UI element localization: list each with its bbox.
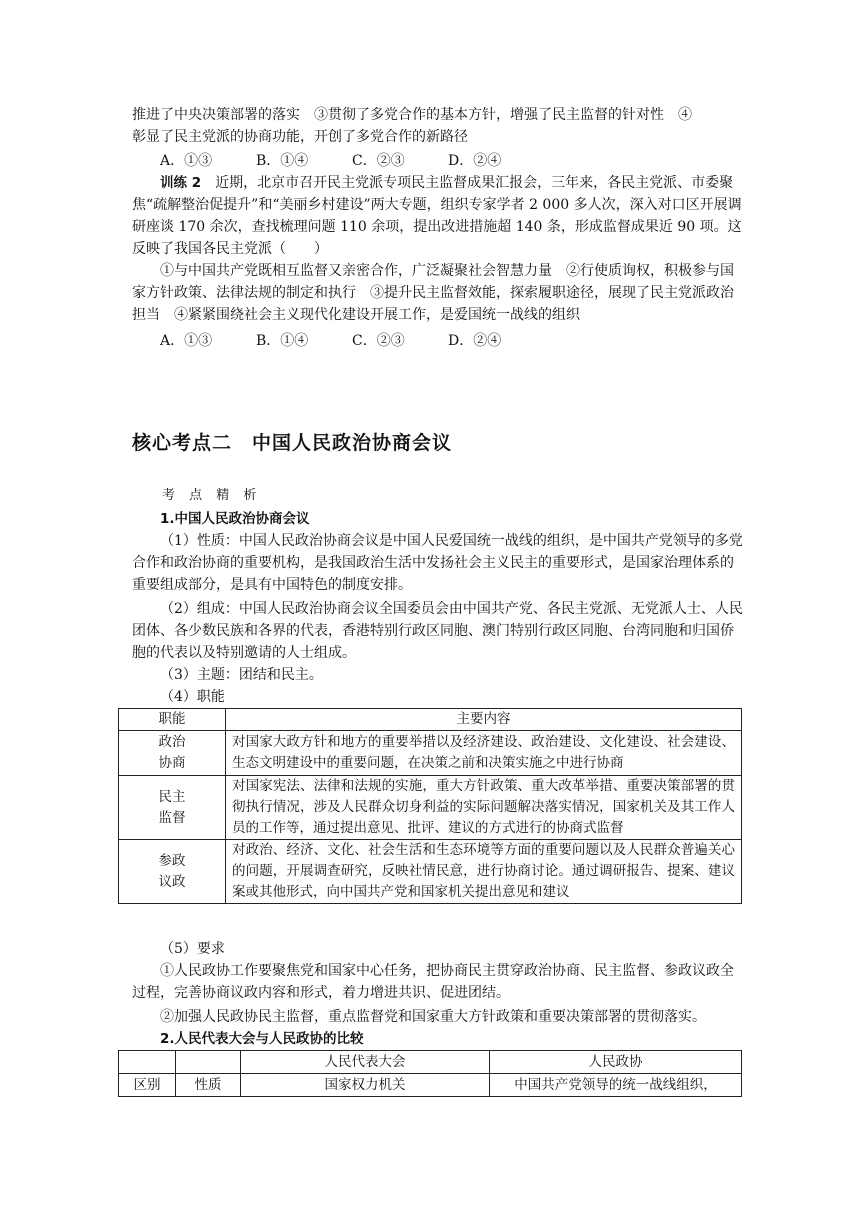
option-b: B．①④: [256, 153, 309, 169]
table-row: [119, 776, 742, 840]
requirement-2: ②加强人民政协民主监督，重点监督党和国家重大方针政策和重要决策部署的贯彻落实。: [160, 1009, 706, 1025]
table-header-cell: 主要内容: [226, 709, 742, 731]
comparison-table: [118, 1050, 742, 1097]
table-row: [119, 840, 742, 904]
table-header-cell: [119, 1051, 176, 1074]
exercise-2-options: [160, 330, 772, 352]
table-header-cell: 人民代表大会: [241, 1051, 490, 1074]
table-cell: 中国共产党领导的统一战线组织，: [490, 1074, 742, 1097]
intro-line-1: 推进了中央决策部署的落实 ③贯彻了多党合作的基本方针，增强了民主监督的针对性 ④: [132, 107, 692, 123]
function-content: 对国家宪法、法律和法规的实施，重大方针政策、重大改革举措、重要决策部署的贯彻执行情况，涉及人民群众切身利益的实际问题解决落实情况，国家机关及其工作人员的工作等，通过提出意见、批评、建议的方式进行的协商式监督: [226, 776, 742, 840]
exercise-2-stem: [132, 172, 744, 260]
option-a: A．①③: [160, 333, 213, 349]
intro-line-2: 彰显了民主党派的协商功能，开创了多党合作的新路径: [132, 129, 468, 145]
option-c: C．②③: [352, 153, 405, 169]
table-header-cell: 人民政协: [490, 1051, 742, 1074]
composition-paragraph: （2）组成：中国人民政治协商会议全国委员会由中国共产党、各民主党派、无党派人士、人民团体、各少数民族和各界的代表，香港特别行政区同胞、澳门特别行政区同胞、台湾同胞和归国侨胞的代表以及特别邀请的人士组成。: [132, 601, 743, 661]
option-d: D．②④: [448, 333, 502, 349]
function-content: 对国家大政方针和地方的重要举措以及经济建设、政治建设、文化建设、社会建设、生态文明建设中的重要问题，在决策之前和决策实施之中进行协商: [226, 731, 742, 776]
requirements-label: （5）要求: [160, 941, 225, 957]
exercise-2-text: 近期，北京市召开民主党派专项民主监督成果汇报会，三年来，各民主党派、市委聚焦“疏解整治促提升”和“美丽乡村建设”两大专题，组织专家学者 2 000 多人次，深入对口区开展调研座谈 170 余次，查找梳理问题 110 余项，提出改进措施超 140 条，形成监督成果近 90 项。这反映了我国各民主党派（ ）: [132, 175, 742, 257]
section-title: 核心考点二 中国人民政治协商会议: [132, 432, 453, 454]
function-name: 参政 议政: [119, 840, 226, 904]
functions-table: [118, 708, 742, 904]
table-header-row: [119, 709, 742, 731]
exercise-2-choices: ①与中国共产党既相互监督又亲密合作，广泛凝聚社会智慧力量 ②行使质询权，积极参与国家方针政策、法律法规的制定和执行 ③提升民主监督效能，探索履职途径，展现了民主党派政治担当 ④紧紧围绕社会主义现代化建设开展工作，是爱国统一战线的组织: [132, 263, 734, 323]
heading-cppcc: 1.中国人民政治协商会议: [160, 511, 310, 527]
table-header-cell: [176, 1051, 241, 1074]
table-header-cell: 职能: [119, 709, 226, 731]
table-row: [119, 731, 742, 776]
function-name: 民主 监督: [119, 776, 226, 840]
table-cell: 性质: [176, 1074, 241, 1097]
requirement-1: ①人民政协工作要聚焦党和国家中心任务，把协商民主贯穿政治协商、民主监督、参政议政全过程，完善协商议政内容和形式，着力增进共识、促进团结。: [132, 963, 734, 1001]
option-b: B．①④: [256, 333, 309, 349]
heading-comparison: 2.人民代表大会与人民政协的比较: [160, 1031, 364, 1047]
function-name: 政治 协商: [119, 731, 226, 776]
functions-label: （4）职能: [160, 689, 225, 705]
option-c: C．②③: [352, 333, 405, 349]
table-header-row: [119, 1051, 742, 1074]
function-content: 对政治、经济、文化、社会生活和生态环境等方面的重要问题以及人民群众普遍关心的问题，开展调查研究，反映社情民意，进行协商讨论。通过调研报告、提案、建议案或其他形式，向中国共产党和国家机关提出意见和建议: [226, 840, 742, 904]
option-a: A．①③: [160, 153, 213, 169]
intro-options: [160, 150, 772, 172]
table-cell: 国家权力机关: [241, 1074, 490, 1097]
section-subtitle: 考 点 精 析: [162, 488, 262, 503]
table-row: [119, 1074, 742, 1097]
table-cell: 区别: [119, 1074, 176, 1097]
option-d: D．②④: [448, 153, 502, 169]
theme-paragraph: （3）主题：团结和民主。: [160, 667, 323, 683]
exercise-2-label: 训练 2: [160, 175, 202, 191]
nature-paragraph: （1）性质：中国人民政治协商会议是中国人民爱国统一战线的组织，是中国共产党领导的多党合作和政治协商的重要机构，是我国政治生活中发扬社会主义民主的重要形式，是国家治理体系的重要组成部分，是具有中国特色的制度安排。: [132, 533, 743, 593]
